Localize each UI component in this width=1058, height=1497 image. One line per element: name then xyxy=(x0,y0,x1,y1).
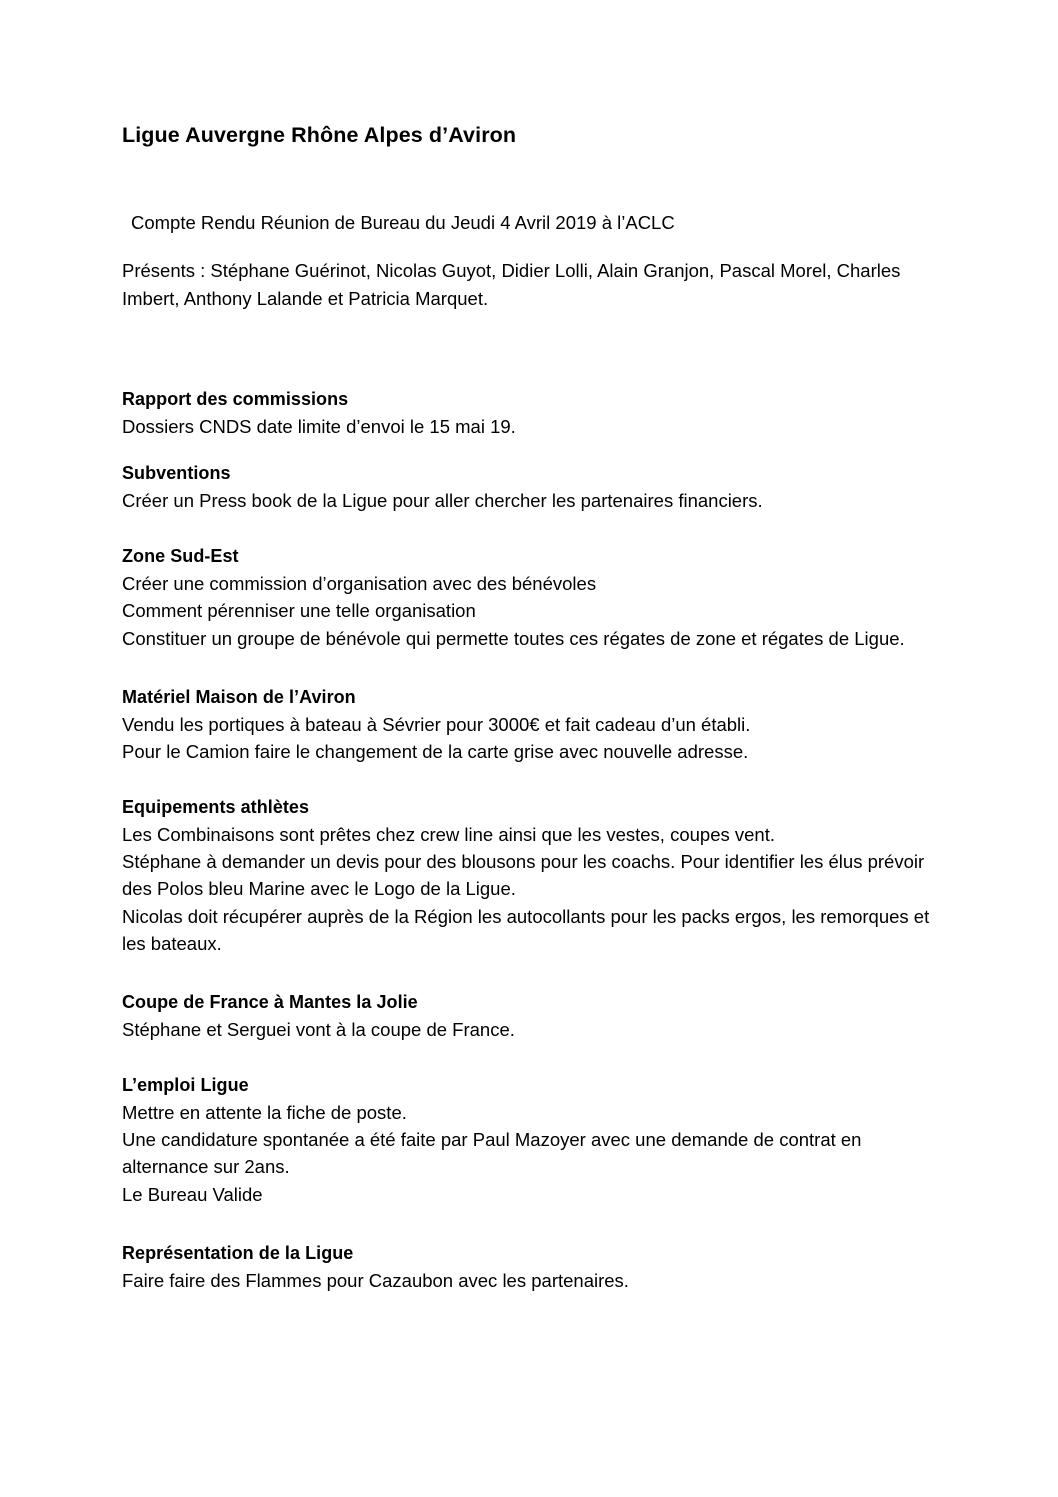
section-line: Pour le Camion faire le changement de la carte grise avec nouvelle adresse. xyxy=(122,740,749,762)
section-line: Stéphane à demander un devis pour des blousons pour les coachs. Pour identifier les élus prévoir des Polos bleu Marine avec le Logo de la Ligue. xyxy=(122,851,925,900)
section-heading: Représentation de la Ligue xyxy=(122,1242,354,1263)
section-heading: L’emploi Ligue xyxy=(122,1075,249,1096)
document-title: Ligue Auvergne Rhône Alpes d’Aviron xyxy=(122,123,517,147)
section xyxy=(122,1074,938,1208)
section-line: Mettre en attente la fiche de poste. xyxy=(122,1102,407,1124)
section-line: Créer une commission d’organisation avec des bénévoles xyxy=(122,573,597,595)
section-line: Comment pérenniser une telle organisation xyxy=(122,600,476,622)
section-line: Vendu les portiques à bateau à Sévrier pour 3000€ et fait cadeau d’un établi. xyxy=(122,713,751,735)
section-heading: Rapport des commissions xyxy=(122,389,349,410)
meeting-meta xyxy=(122,211,938,312)
section-heading: Subventions xyxy=(122,463,231,484)
meeting-subtitle: Compte Rendu Réunion de Bureau du Jeudi 4 Avril 2019 à l’ACLC xyxy=(131,211,675,233)
section xyxy=(122,1242,938,1294)
section-heading: Equipements athlètes xyxy=(122,797,310,818)
section xyxy=(122,796,938,957)
section-line: Les Combinaisons sont prêtes chez crew line ainsi que les vestes, coupes vent. xyxy=(122,824,775,846)
section-line: Stéphane et Serguei vont à la coupe de France. xyxy=(122,1018,515,1040)
attendees-line: Présents : Stéphane Guérinot, Nicolas Guyot, Didier Lolli, Alain Granjon, Pascal Morel, Charles Imbert, Anthony Lalande et Patricia Marquet. xyxy=(122,260,901,309)
section-line: Créer un Press book de la Ligue pour aller chercher les partenaires financiers. xyxy=(122,490,763,512)
section xyxy=(122,686,938,765)
document-content xyxy=(122,122,938,1294)
section-line: Le Bureau Valide xyxy=(122,1183,263,1205)
section-line: Nicolas doit récupérer auprès de la Région les autocollants pour les packs ergos, les remorques et les bateaux. xyxy=(122,905,930,954)
section-line: Faire faire des Flammes pour Cazaubon avec les partenaires. xyxy=(122,1269,629,1291)
section-heading: Coupe de France à Mantes la Jolie xyxy=(122,991,418,1012)
sections-list xyxy=(122,388,938,1294)
section xyxy=(122,545,938,652)
section-line: Une candidature spontanée a été faite par Paul Mazoyer avec une demande de contrat en alternance sur 2ans. xyxy=(122,1129,862,1178)
section xyxy=(122,388,938,440)
section-heading: Zone Sud-Est xyxy=(122,546,239,567)
section xyxy=(122,462,938,514)
section-line: Dossiers CNDS date limite d’envoi le 15 mai 19. xyxy=(122,415,516,437)
section-line: Constituer un groupe de bénévole qui permette toutes ces régates de zone et régates de Ligue. xyxy=(122,627,905,649)
section xyxy=(122,991,938,1043)
section-heading: Matériel Maison de l’Aviron xyxy=(122,686,356,707)
